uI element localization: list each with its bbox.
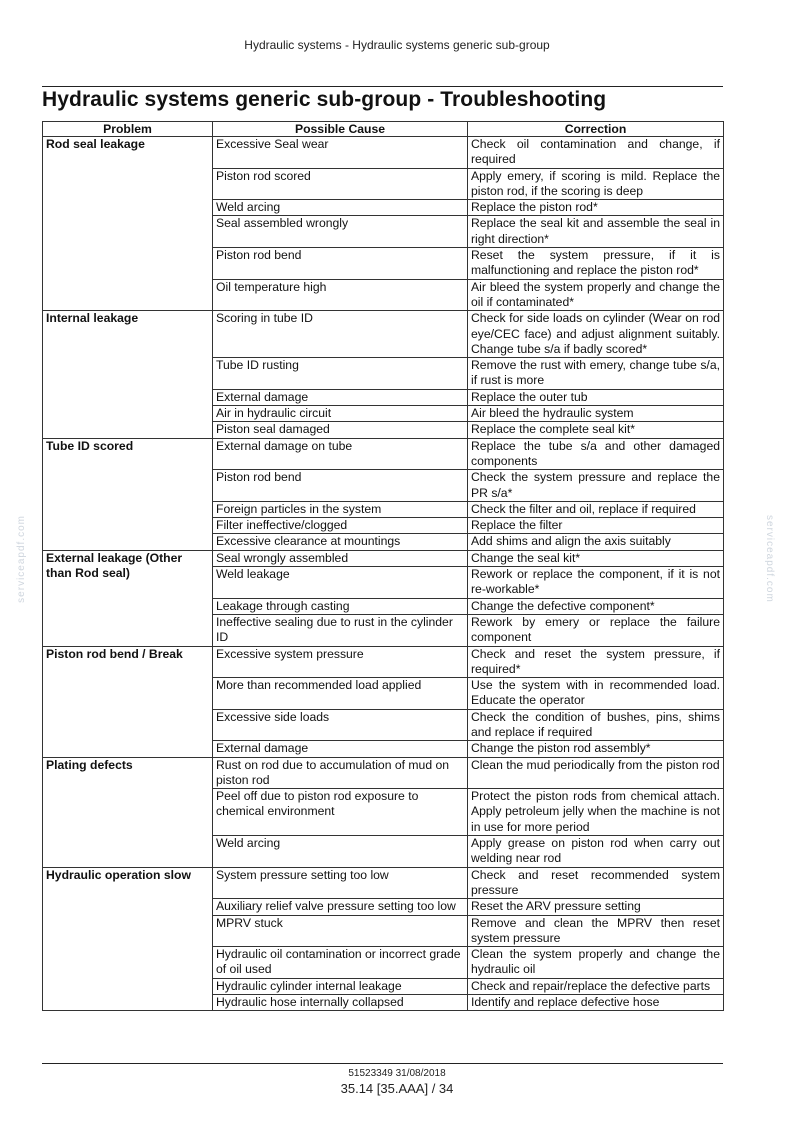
table-row [43,137,724,169]
table-row [43,646,724,678]
possible-cause-cell: Piston rod scored [213,168,468,200]
correction-cell: Protect the piston rods from chemical attach. Apply petroleum jelly when the machine is not in use for more period [468,789,724,836]
correction-cell: Reset the ARV pressure setting [468,899,724,915]
column-header-correction: Correction [468,122,724,137]
correction-cell: Check oil contamination and change, if required [468,137,724,169]
correction-cell: Rework or replace the component, if it is not re-workable* [468,567,724,599]
correction-cell: Apply emery, if scoring is mild. Replace the piston rod, if the scoring is deep [468,168,724,200]
table-row [43,550,724,566]
correction-cell: Replace the filter [468,518,724,534]
correction-cell: Air bleed the hydraulic system [468,406,724,422]
table-row [43,311,724,358]
problem-cell: Tube ID scored [43,438,213,550]
possible-cause-cell: Scoring in tube ID [213,311,468,358]
correction-cell: Reset the system pressure, if it is malfunctioning and replace the piston rod* [468,248,724,280]
possible-cause-cell: Hydraulic cylinder internal leakage [213,978,468,994]
possible-cause-cell: More than recommended load applied [213,678,468,710]
correction-cell: Replace the seal kit and assemble the seal in right direction* [468,216,724,248]
possible-cause-cell: Excessive side loads [213,709,468,741]
possible-cause-cell: Leakage through casting [213,598,468,614]
possible-cause-cell: Piston rod bend [213,470,468,502]
footer-divider [42,1063,723,1064]
correction-cell: Add shims and align the axis suitably [468,534,724,550]
column-header-problem: Problem [43,122,213,137]
possible-cause-cell: External damage on tube [213,438,468,470]
problem-cell: Plating defects [43,757,213,867]
correction-cell: Apply grease on piston rod when carry out welding near rod [468,836,724,868]
possible-cause-cell: Excessive clearance at mountings [213,534,468,550]
correction-cell: Check and repair/replace the defective parts [468,978,724,994]
correction-cell: Identify and replace defective hose [468,995,724,1011]
correction-cell: Clean the system properly and change the hydraulic oil [468,947,724,979]
problem-cell: Piston rod bend / Break [43,646,213,757]
possible-cause-cell: MPRV stuck [213,915,468,947]
possible-cause-cell: Tube ID rusting [213,358,468,390]
possible-cause-cell: Peel off due to piston rod exposure to chemical environment [213,789,468,836]
possible-cause-cell: Weld arcing [213,200,468,216]
correction-cell: Replace the outer tub [468,389,724,405]
possible-cause-cell: Ineffective sealing due to rust in the cylinder ID [213,614,468,646]
table-row [43,438,724,470]
correction-cell: Check for side loads on cylinder (Wear on rod eye/CEC face) and adjust alignment suitably. Change tube s/a if badly scored* [468,311,724,358]
correction-cell: Check and reset recommended system pressure [468,867,724,899]
correction-cell: Air bleed the system properly and change the oil if contaminated* [468,279,724,311]
possible-cause-cell: Weld arcing [213,836,468,868]
correction-cell: Remove and clean the MPRV then reset system pressure [468,915,724,947]
correction-cell: Check the condition of bushes, pins, shims and replace if required [468,709,724,741]
possible-cause-cell: Hydraulic hose internally collapsed [213,995,468,1011]
possible-cause-cell: Piston rod bend [213,248,468,280]
possible-cause-cell: Foreign particles in the system [213,501,468,517]
possible-cause-cell: External damage [213,389,468,405]
correction-cell: Check and reset the system pressure, if required* [468,646,724,678]
watermark-right: serviceapdf.com [764,515,775,603]
correction-cell: Change the piston rod assembly* [468,741,724,757]
table-header-row [43,122,724,137]
table-row [43,757,724,789]
possible-cause-cell: Air in hydraulic circuit [213,406,468,422]
running-header: Hydraulic systems - Hydraulic systems generic sub-group [244,38,550,52]
problem-cell: Rod seal leakage [43,137,213,311]
possible-cause-cell: External damage [213,741,468,757]
table-body [43,137,724,1011]
correction-cell: Check the filter and oil, replace if required [468,501,724,517]
possible-cause-cell: Excessive Seal wear [213,137,468,169]
possible-cause-cell: Oil temperature high [213,279,468,311]
possible-cause-cell: Filter ineffective/clogged [213,518,468,534]
watermark-left: serviceapdf.com [16,515,27,603]
correction-cell: Replace the complete seal kit* [468,422,724,438]
correction-cell: Replace the piston rod* [468,200,724,216]
possible-cause-cell: System pressure setting too low [213,867,468,899]
possible-cause-cell: Seal assembled wrongly [213,216,468,248]
correction-cell: Change the defective component* [468,598,724,614]
correction-cell: Remove the rust with emery, change tube s/a, if rust is more [468,358,724,390]
correction-cell: Rework by emery or replace the failure component [468,614,724,646]
footer-page-ref: 35.14 [35.AAA] / 34 [340,1081,454,1096]
correction-cell: Use the system with in recommended load. Educate the operator [468,678,724,710]
possible-cause-cell: Weld leakage [213,567,468,599]
troubleshooting-table [42,121,724,1011]
problem-cell: Internal leakage [43,311,213,438]
problem-cell: External leakage (Other than Rod seal) [43,550,213,646]
correction-cell: Clean the mud periodically from the piston rod [468,757,724,789]
table-row [43,867,724,899]
correction-cell: Replace the tube s/a and other damaged components [468,438,724,470]
correction-cell: Change the seal kit* [468,550,724,566]
possible-cause-cell: Excessive system pressure [213,646,468,678]
column-header-possible-cause: Possible Cause [213,122,468,137]
correction-cell: Check the system pressure and replace the PR s/a* [468,470,724,502]
problem-cell: Hydraulic operation slow [43,867,213,1011]
header-divider [42,86,723,87]
footer-doc-code: 51523349 31/08/2018 [348,1068,446,1079]
possible-cause-cell: Auxiliary relief valve pressure setting too low [213,899,468,915]
possible-cause-cell: Rust on rod due to accumulation of mud on piston rod [213,757,468,789]
possible-cause-cell: Hydraulic oil contamination or incorrect grade of oil used [213,947,468,979]
page-title: Hydraulic systems generic sub-group - Troubleshooting [42,88,607,111]
possible-cause-cell: Piston seal damaged [213,422,468,438]
possible-cause-cell: Seal wrongly assembled [213,550,468,566]
